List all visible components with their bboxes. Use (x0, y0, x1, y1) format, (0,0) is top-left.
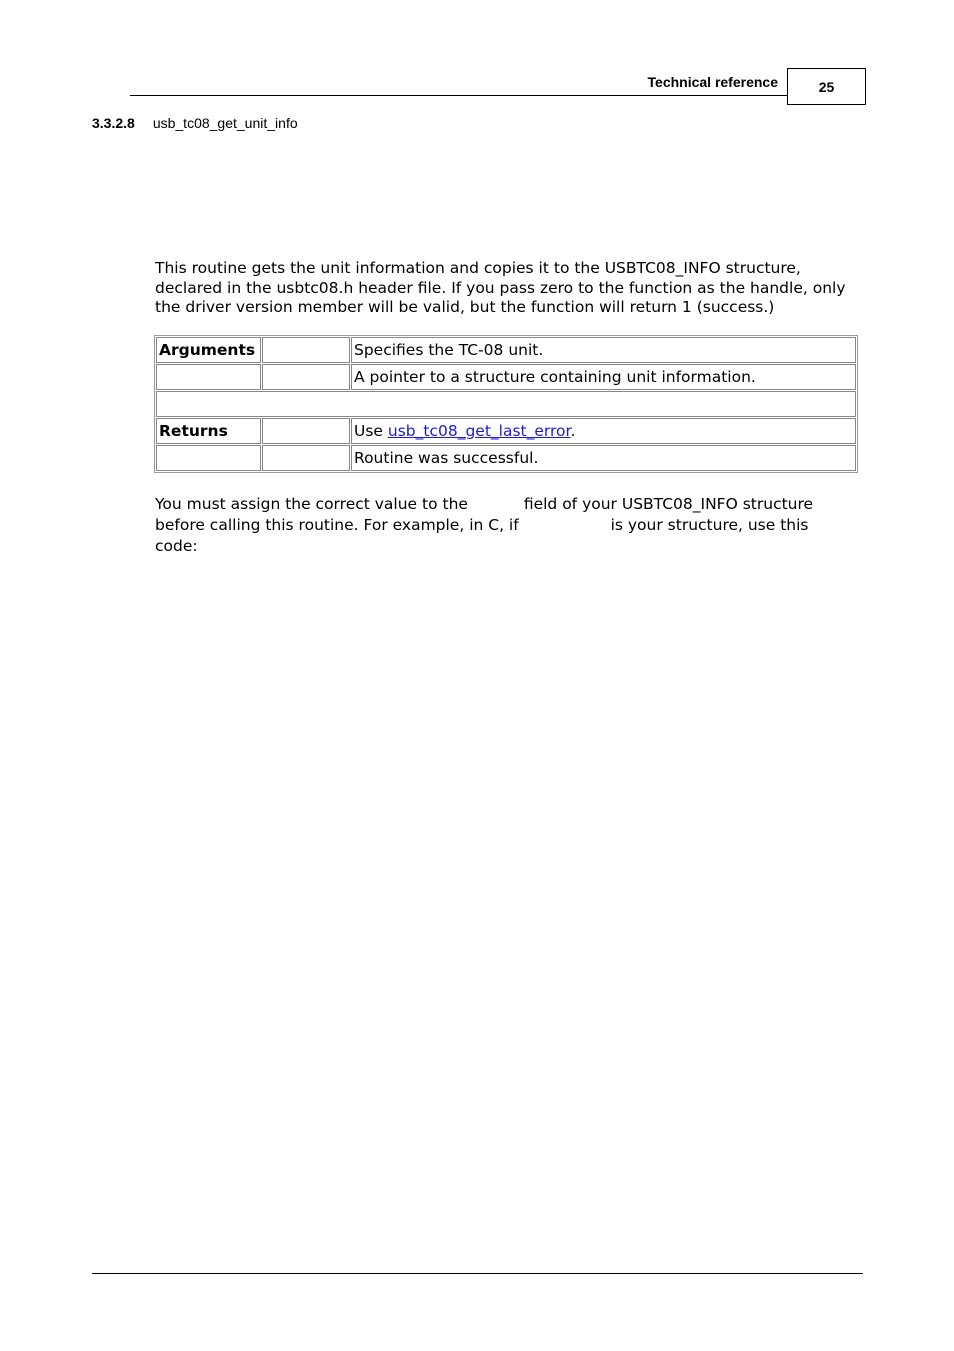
usage-part1: You must assign the correct value to the (155, 495, 468, 513)
arg1-description: Specifies the TC-08 unit. (351, 337, 856, 363)
section-title: usb_tc08_get_unit_info (152, 115, 298, 131)
section-number: 3.3.2.8 (92, 115, 135, 131)
table-row (156, 337, 856, 363)
intro-paragraph: This routine gets the unit information and copies it to the USBTC08_INFO structure, declared in the usbtc08.h header file. If you pass zero to the function as the handle, only the driver version member will be valid, but the function will return 1 (success.) (155, 259, 846, 316)
empty-label-cell (156, 445, 261, 471)
table-row (156, 364, 856, 390)
section-heading (92, 115, 298, 131)
table-row (156, 391, 856, 417)
arguments-label: Arguments (156, 337, 261, 363)
table-row (156, 445, 856, 471)
header-title: Technical reference (647, 74, 778, 90)
usage-part2: field of your USBTC08_INFO structure before calling this routine. For example, in C, if (155, 495, 814, 534)
usage-paragraph (155, 494, 855, 557)
header-rule (130, 95, 787, 96)
empty-label-cell (156, 364, 261, 390)
arg1-name-cell (262, 337, 350, 363)
page-number: 25 (787, 68, 866, 105)
blank-separator-row (156, 391, 856, 417)
arg2-description: A pointer to a structure containing unit information. (351, 364, 856, 390)
ret2-value-cell (262, 445, 350, 471)
ret1-suffix: . (570, 422, 576, 440)
ret1-value-cell (262, 418, 350, 444)
get-last-error-link[interactable]: usb_tc08_get_last_error (387, 422, 571, 440)
footer-rule (92, 1273, 863, 1274)
arg2-name-cell (262, 364, 350, 390)
usage-part3: is your structure, use this code: (155, 516, 809, 555)
arguments-table (154, 335, 858, 473)
ret1-description (351, 418, 856, 444)
ret2-description: Routine was successful. (351, 445, 856, 471)
ret1-prefix: Use (354, 422, 388, 440)
table-row (156, 418, 856, 444)
returns-label: Returns (156, 418, 261, 444)
